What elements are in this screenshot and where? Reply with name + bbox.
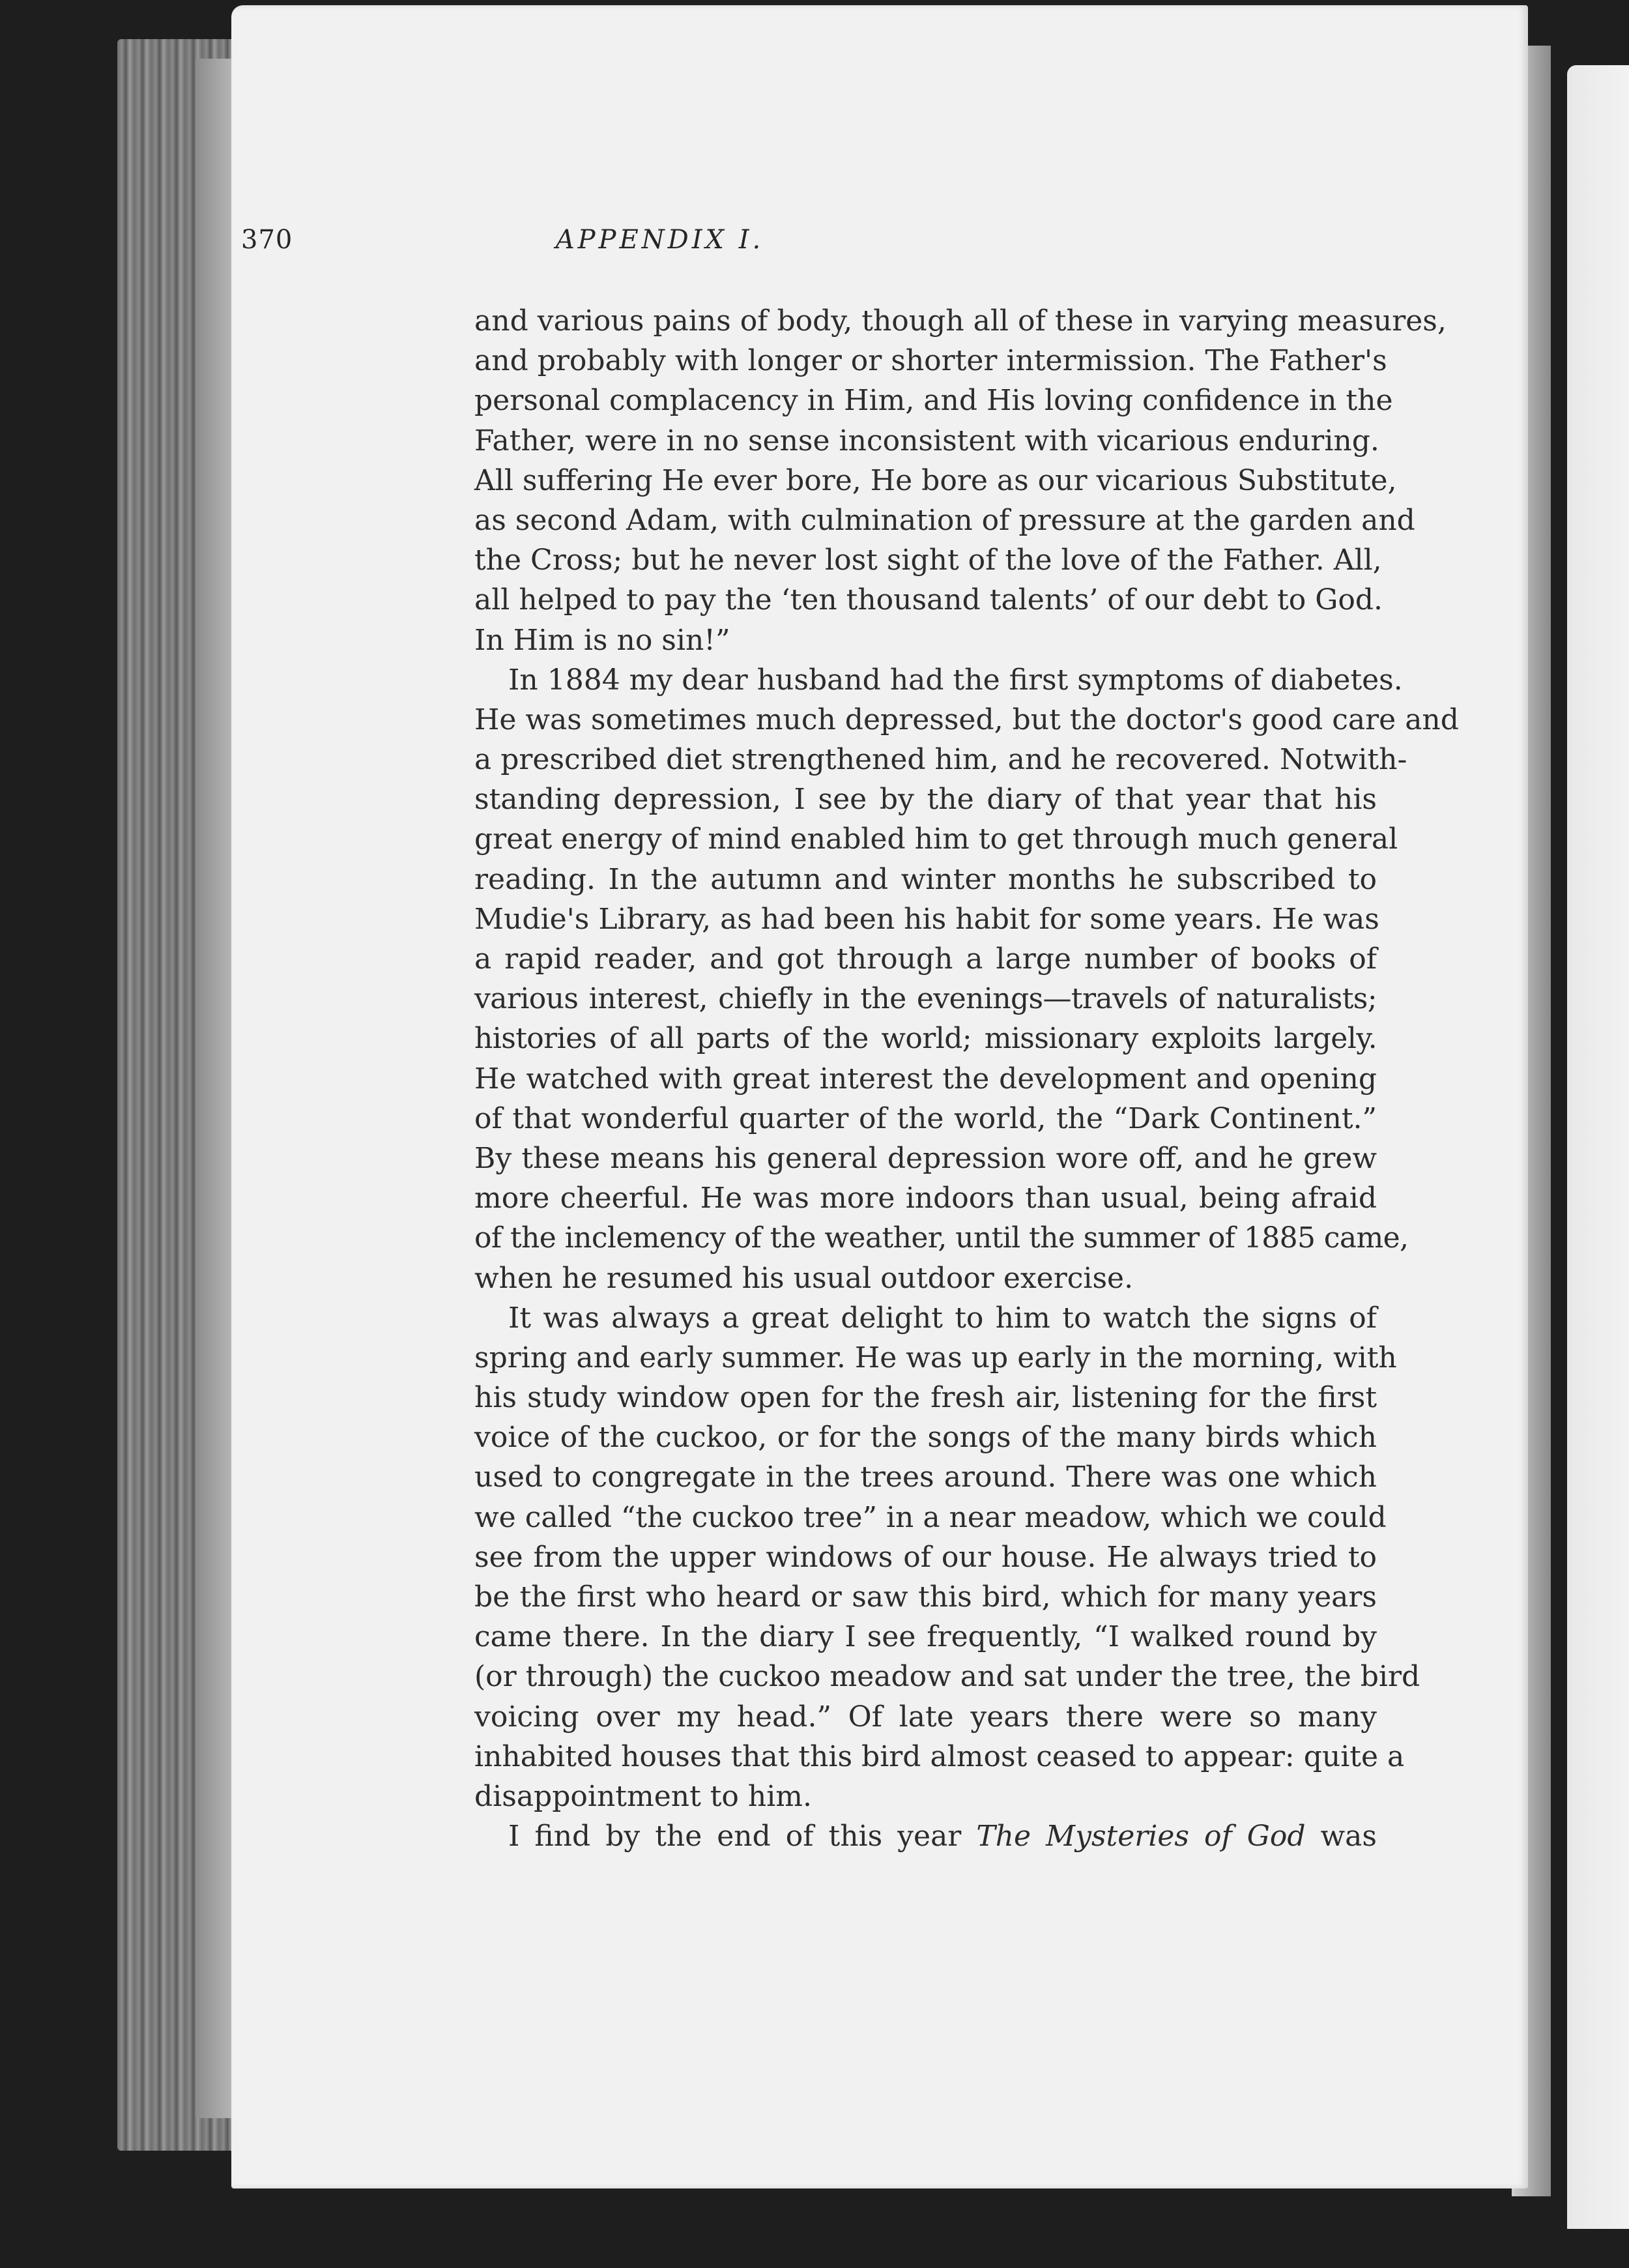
paragraph-start-line	[474, 1816, 1377, 1856]
book-title: The Mysteries of God	[976, 1820, 1306, 1854]
text-line: see from the upper windows of our house. He always tried to	[474, 1540, 1377, 1574]
text-line: (or through) the cuckoo meadow and sat under the tree, the bird	[474, 1660, 1420, 1694]
text-line: came there. In the diary I see frequently, “I walked round by	[474, 1620, 1377, 1654]
final-line-end: was	[1320, 1820, 1377, 1854]
page-header	[241, 225, 1078, 270]
text-line: great energy of mind enabled him to get through much general	[474, 822, 1398, 856]
text-line: of the inclemency of the weather, until the summer of 1885 came,	[474, 1221, 1409, 1255]
text-line: inhabited houses that this bird almost ceased to appear: quite a	[474, 1739, 1405, 1773]
text-line: personal complacency in Him, and His loving confidence in the	[474, 384, 1393, 418]
text-line: various interest, chiefly in the evenings—travels of naturalists;	[474, 982, 1377, 1016]
text-line: as second Adam, with culmination of pressure at the garden and	[474, 503, 1415, 537]
text-line: He watched with great interest the development and opening	[474, 1062, 1377, 1096]
text-line: his study window open for the fresh air, listening for the first	[474, 1381, 1377, 1415]
text-line: and probably with longer or shorter intermission. The Father's	[474, 344, 1387, 378]
text-line: histories of all parts of the world; missionary exploits largely.	[474, 1022, 1377, 1056]
text-line: All suffering He ever bore, He bore as our vicarious Substitute,	[474, 463, 1397, 497]
text-line: disappointment to him.	[474, 1779, 813, 1813]
text-line: the Cross; but he never lost sight of the love of the Father. All,	[474, 544, 1382, 577]
text-line: and various pains of body, though all of these in varying measures,	[474, 304, 1447, 338]
final-line-start: I find by the end of this year	[508, 1820, 962, 1854]
text-line: when he resumed his usual outdoor exercise.	[474, 1261, 1134, 1295]
text-line: be the first who heard or saw this bird, which for many years	[474, 1580, 1377, 1614]
text-line: a prescribed diet strengthened him, and he recovered. Notwith-	[474, 743, 1407, 777]
text-line: used to congregate in the trees around. There was one which	[474, 1461, 1377, 1494]
text-line: standing depression, I see by the diary of that year that his	[474, 783, 1377, 817]
text-line: Mudie's Library, as had been his habit for some years. He was	[474, 902, 1379, 936]
text-line: of that wonderful quarter of the world, the “Dark Continent.”	[474, 1101, 1377, 1135]
facing-page-edge	[1567, 65, 1629, 2229]
book-page-edges-inner	[195, 59, 235, 2118]
body-text	[474, 301, 1459, 1856]
text-line: By these means his general depression wore off, and he grew	[474, 1141, 1377, 1175]
paragraph-start-line: In 1884 my dear husband had the first symptoms of diabetes.	[508, 663, 1403, 697]
text-line: spring and early summer. He was up early in the morning, with	[474, 1341, 1397, 1374]
text-line: voicing over my head.” Of late years there were so many	[474, 1700, 1377, 1734]
text-line: In Him is no sin!”	[474, 623, 730, 657]
text-line: reading. In the autumn and winter months he subscribed to	[474, 862, 1377, 896]
paragraph-start-line: It was always a great delight to him to watch the signs of	[508, 1301, 1377, 1335]
text-line: Father, were in no sense inconsistent with vicarious enduring.	[474, 424, 1379, 458]
text-line: a rapid reader, and got through a large number of books of	[474, 942, 1377, 976]
text-line: all helped to pay the ‘ten thousand talents’ of our debt to God.	[474, 583, 1383, 617]
text-line: we called “the cuckoo tree” in a near meadow, which we could	[474, 1500, 1387, 1534]
running-head: APPENDIX I.	[555, 225, 764, 255]
text-line: voice of the cuckoo, or for the songs of the many birds which	[474, 1421, 1377, 1455]
page-number: 370	[241, 225, 293, 255]
text-line: He was sometimes much depressed, but the doctor's good care and	[474, 703, 1459, 736]
text-line: more cheerful. He was more indoors than usual, being afraid	[474, 1182, 1377, 1215]
